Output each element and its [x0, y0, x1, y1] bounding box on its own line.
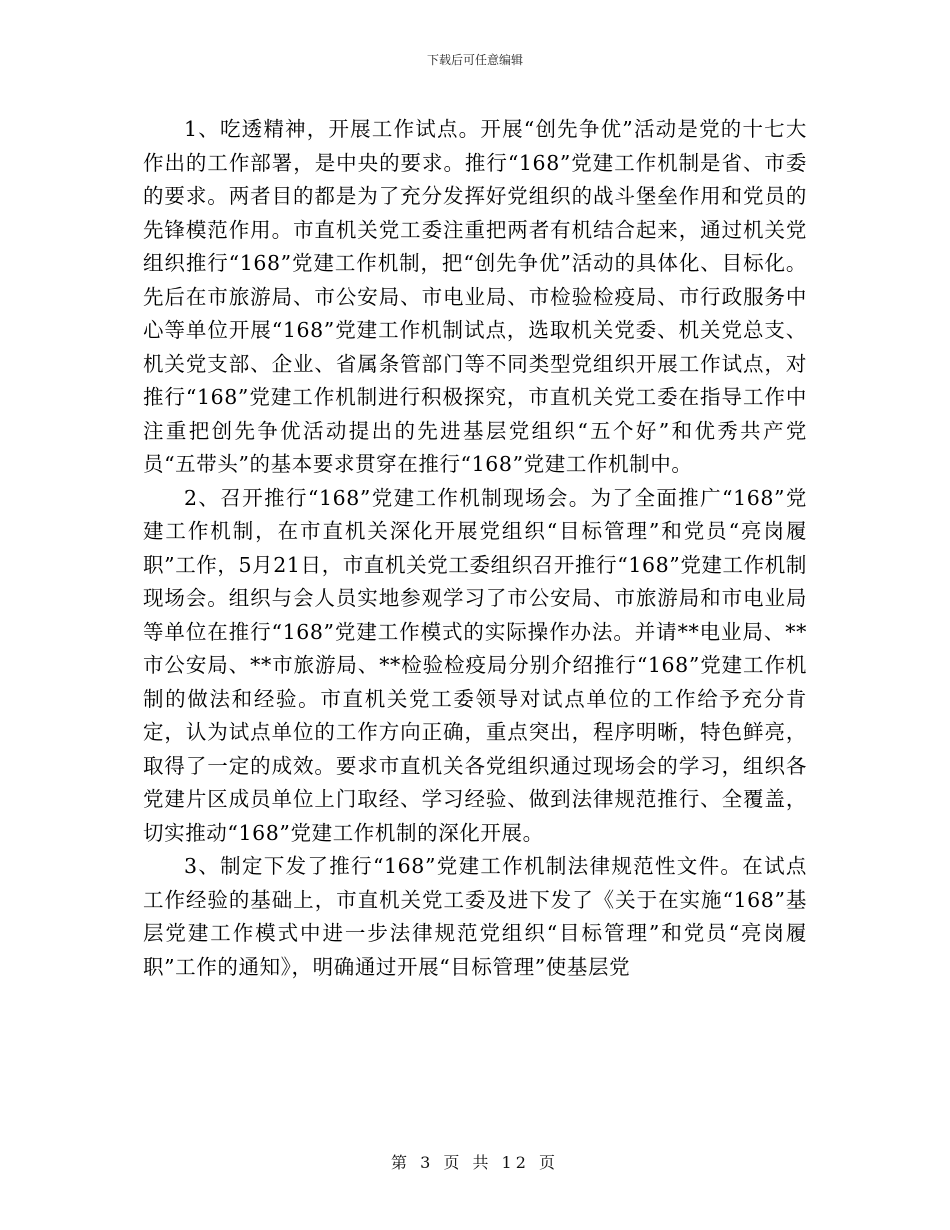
- page-number-footer: 第 3 页 共 12 页: [391, 1153, 559, 1172]
- paragraph-2: 2、召开推行“168”党建工作机制现场会。为了全面推广“168”党建工作机制，在市直机关深化开展党组织“目标管理”和党员“亮岗履职”工作，5月21日，市直机关党工委组织召开推行“168”党建工作机制现场会。组织与会人员实地参观学习了市公安局、市旅游局和市电业局等单位在推行“168”党建工作模式的实际操作办法。并请**电业局、**市公安局、**市旅游局、**检验检疫局分别介绍推行“168”党建工作机制的做法和经验。市直机关党工委领导对试点单位的工作给予充分肯定，认为试点单位的工作方向正确，重点突出，程序明晰，特色鲜亮，取得了一定的成效。要求市直机关各党组织通过现场会的学习，组织各党建片区成员单位上门取经、学习经验、做到法律规范推行、全覆盖，切实推动“168”党建工作机制的深化开展。: [143, 485, 807, 845]
- paragraph-3: 3、制定下发了推行“168”党建工作机制法律规范性文件。在试点工作经验的基础上，市直机关党工委及进下发了《关于在实施“168”基层党建工作模式中进一步法律规范党组织“目标管理”和党员“亮岗履职”工作的通知》，明确通过开展“目标管理”使基层党: [143, 854, 807, 979]
- document-body: [143, 113, 807, 984]
- page-header: 下载后可任意编辑: [426, 53, 523, 67]
- paragraph-1: 1、吃透精神，开展工作试点。开展“创先争优”活动是党的十七大作出的工作部署，是中央的要求。推行“168”党建工作机制是省、市委的要求。两者目的都是为了充分发挥好党组织的战斗堡垒作用和党员的先锋模范作用。市直机关党工委注重把两者有机结合起来，通过机关党组织推行“168”党建工作机制，把“创先争优”活动的具体化、目标化。先后在市旅游局、市公安局、市电业局、市检验检疫局、市行政服务中心等单位开展“168”党建工作机制试点，选取机关党委、机关党总支、机关党支部、企业、省属条管部门等不同类型党组织开展工作试点，对推行“168”党建工作机制进行积极探究，市直机关党工委在指导工作中注重把创先争优活动提出的先进基层党组织“五个好”和优秀共产党员“五带头”的基本要求贯穿在推行“168”党建工作机制中。: [143, 117, 807, 476]
